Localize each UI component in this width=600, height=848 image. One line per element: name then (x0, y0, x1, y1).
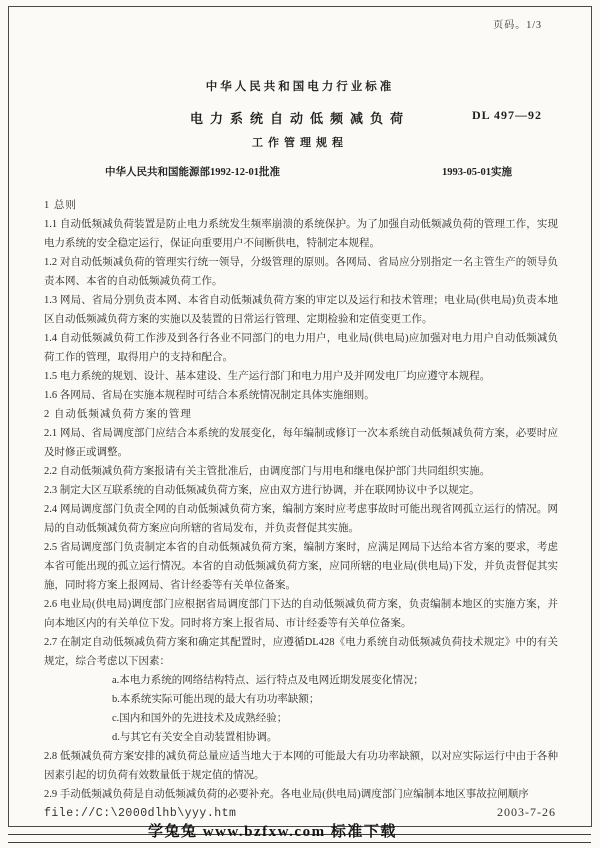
paragraph-2-5: 2.5 省局调度部门负责制定本省的自动低频减负荷方案，编制方案时，应满足网局下达给本省方案的要求，考虑本省可能出现的孤立运行情况。本省的自动低频减负荷方案，应同所辖的电业局(供电局)下发，并负责督促其实施，同时将方案上报网局、省计经委等有关单位备案。 (44, 542, 558, 591)
paragraph-1-4: 1.4 自动低频减负荷工作涉及到各行各业不同部门的电力用户，电业局(供电局)应加强对电力用户自动低频减负荷工作的管理，取得用户的支持和配合。 (44, 333, 558, 363)
section-2-heading: 2 自动低频减负荷方案的管理 (44, 409, 192, 420)
approval-text: 中华人民共和国能源部1992-12-01批准 (105, 167, 280, 178)
watermark-bzfxw: 学兔兔 www.bzfxw.com 标准下载 (148, 824, 397, 840)
approval-row (105, 164, 512, 179)
list-item-d: d.与其它有关安全自动装置相协调。 (112, 732, 278, 743)
document-title-line2: 工作管理规程 (252, 137, 348, 149)
list-item-a: a.本电力系统的网络结构特点、运行特点及电网近期发展变化情况； (112, 675, 424, 686)
bottom-rule-2 (8, 842, 591, 843)
standard-code: DL 497—92 (471, 108, 542, 122)
paragraph-2-8: 2.8 低频减负荷方案安排的减负荷总量应适当地大于本网的可能最大有功功率缺额，以对应实际运行中由于各种因素引起的切负荷有效数量低于规定值的情况。 (44, 751, 558, 781)
standard-org-title: 中华人民共和国电力行业标准 (205, 81, 395, 93)
page-number: 页码。1/3 (493, 20, 542, 31)
section-1-heading: 1 总则 (44, 200, 77, 211)
paragraph-2-7: 2.7 在制定自动低频减负荷方案和确定其配置时，应遵循DL428《电力系统自动低频减负荷技术规定》中的有关规定，综合考虑以下因素： (44, 637, 558, 667)
paragraph-1-5: 1.5 电力系统的规划、设计、基本建设、生产运行部门和电力用户及并网发电厂均应遵守本规程。 (44, 371, 491, 382)
paragraph-2-9: 2.9 手动低频减负荷是自动低频减负荷的必要补充。各电业局(供电局)调度部门应编制本地区事故拉闸顺序 (44, 789, 529, 800)
paragraph-2-1: 2.1 网局、省局调度部门应结合本系统的发展变化，每年编制或修订一次本系统自动低频减负荷方案，必要时应及时修正或调整。 (44, 428, 558, 458)
list-item-c: c.国内和国外的先进技术及成熟经验； (112, 713, 288, 724)
footer-file-path: file://C:\2000dlhb\yyy.htm (44, 807, 237, 820)
paragraph-1-3: 1.3 网局、省局分别负责本网、本省自动低频减负荷方案的审定以及运行和技术管理；电业局(供电局)负责本地区自动低频减负荷方案的实施以及装置的日常运行管理、定期检验和定值变更工作。 (44, 295, 558, 325)
document-body (44, 196, 558, 804)
list-item-b: b.本系统实际可能出现的最大有功功率缺额； (112, 694, 320, 705)
implementation-text: 1993-05-01实施 (442, 167, 512, 178)
paragraph-1-1: 1.1 自动低频减负荷装置是防止电力系统发生频率崩溃的系统保护。为了加强自动低频减负荷的管理工作，实现电力系统的安全稳定运行，保证向重要用户不间断供电，特制定本规程。 (44, 219, 558, 249)
paragraph-2-2: 2.2 自动低频减负荷方案报请有关主管批准后，由调度部门与用电和继电保护部门共同组织实施。 (44, 466, 491, 477)
paragraph-2-3: 2.3 制定大区互联系统的自动低频减负荷方案，应由双方进行协调，并在联网协议中予以规定。 (44, 485, 480, 496)
footer-row (44, 805, 556, 820)
document-title-line1: 电力系统自动低频减负荷 (189, 111, 410, 126)
footer-date: 2003-7-26 (497, 805, 556, 819)
paragraph-1-2: 1.2 对自动低频减负荷的管理实行统一领导，分级管理的原则。各网局、省局应分别指定一名主管生产的领导负责本网、本省的自动低频减负荷工作。 (44, 257, 558, 287)
paragraph-2-4: 2.4 网局调度部门负责全网的自动低频减负荷方案，编制方案时应考虑事故时可能出现省网孤立运行的情况。网局的自动低频减负荷方案应向所辖的省局发布，并负责督促其实施。 (44, 504, 558, 534)
title-row (0, 108, 600, 128)
paragraph-2-6: 2.6 电业局(供电局)调度部门应根据省局调度部门下达的自动低频减负荷方案，负责编制本地区的实施方案，并向本地区内的有关单位下发。同时将方案上报省局、市计经委等有关单位备案。 (44, 599, 558, 629)
paragraph-1-6: 1.6 各网局、省局在实施本规程时可结合本系统情况制定具体实施细则。 (44, 390, 375, 401)
